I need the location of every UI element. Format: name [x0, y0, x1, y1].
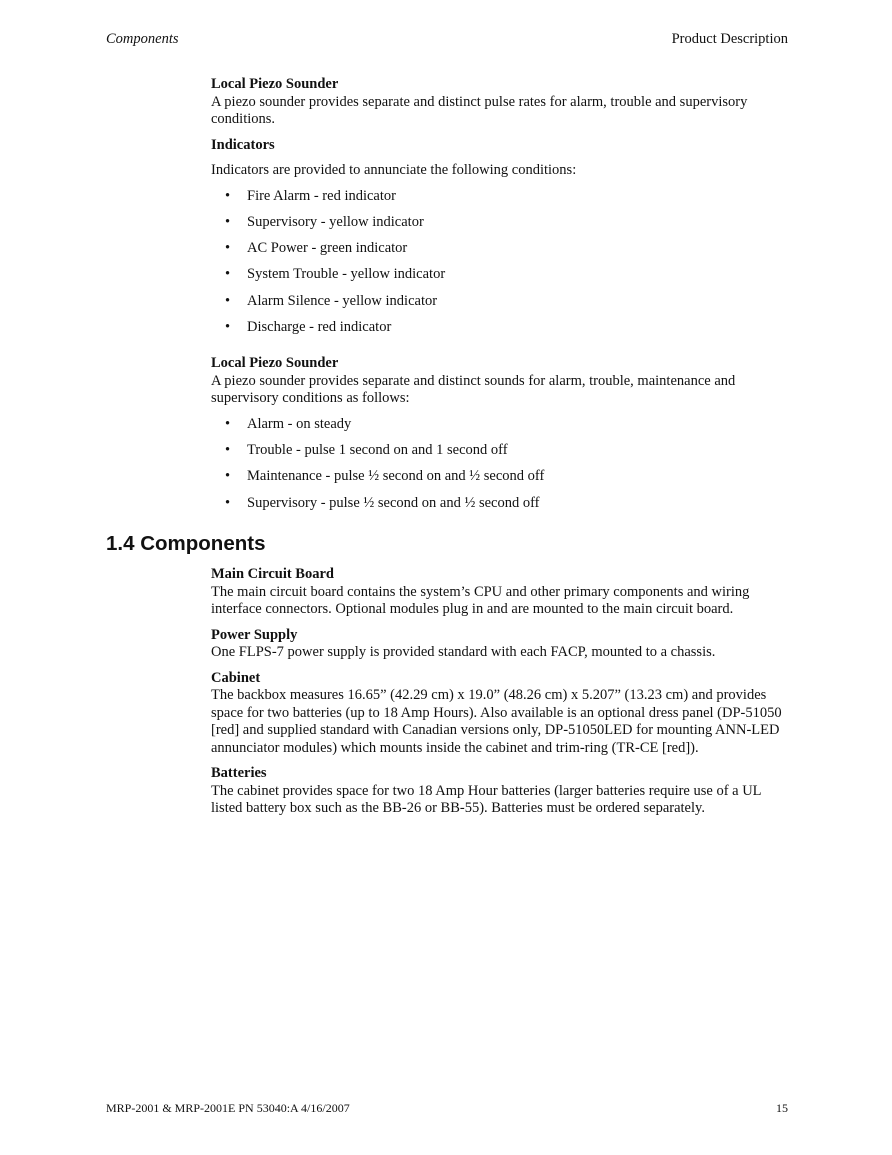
- power-supply-text: One FLPS-7 power supply is provided standard with each FACP, mounted to a chassis.: [211, 644, 716, 660]
- list-item: • Trouble - pulse 1 second on and 1 second off: [225, 442, 508, 459]
- piezo-sounder-text: A piezo sounder provides separate and distinct pulse rates for alarm, trouble and supervisory conditions.: [211, 93, 748, 127]
- list-item: • Maintenance - pulse ½ second on and ½ second off: [225, 468, 545, 485]
- piezo-sounder-heading-2: Local Piezo Sounder: [211, 355, 339, 372]
- cabinet-text: The backbox measures 16.65” (42.29 cm) x 19.0” (48.26 cm) x 5.207” (13.23 cm) and provides space for two batteries (up to 18 Amp Hours). Also available is an optional dress panel (DP-51050 [red] and supplied standard with Canadian versions only, DP-51050LED for mounting ANN-LED annunciator modules) which mounts inside the cabinet and trim-ring (TR-CE [red]).: [211, 687, 782, 756]
- list-item: • Discharge - red indicator: [225, 318, 392, 335]
- sounder-pattern-list: [211, 416, 789, 512]
- list-item: • Fire Alarm - red indicator: [225, 187, 396, 204]
- list-item: • System Trouble - yellow indicator: [225, 266, 446, 283]
- bullet-icon: •: [225, 292, 231, 309]
- bullet-icon: •: [225, 187, 231, 204]
- batteries-text: The cabinet provides space for two 18 Amp Hour batteries (larger batteries require use of a UL listed battery box such as the BB-26 or BB-55). Batteries must be ordered separately.: [211, 782, 761, 816]
- batteries-heading: Batteries: [211, 765, 267, 781]
- bullet-icon: •: [225, 494, 231, 511]
- main-board-text: The main circuit board contains the system’s CPU and other primary components and wiring interface connectors. Optional modules plug in and are mounted to the main circuit board.: [211, 583, 750, 617]
- footer-document-id: MRP-2001 & MRP-2001E PN 53040:A 4/16/2007: [106, 1101, 350, 1115]
- list-item: • Alarm - on steady: [225, 415, 352, 432]
- list-item: • AC Power - green indicator: [225, 240, 408, 257]
- running-header-section: Components: [106, 31, 179, 47]
- list-item: • Alarm Silence - yellow indicator: [225, 292, 438, 309]
- list-item: • Supervisory - pulse ½ second on and ½ second off: [225, 494, 540, 511]
- bullet-icon: •: [225, 266, 231, 283]
- piezo-sounder-text-2: A piezo sounder provides separate and distinct sounds for alarm, trouble, maintenance and supervisory conditions as follows:: [211, 372, 736, 407]
- bullet-icon: •: [225, 213, 231, 230]
- cabinet-heading: Cabinet: [211, 669, 261, 686]
- page-number: 15: [776, 1101, 788, 1115]
- indicators-intro: Indicators are provided to annunciate the following conditions:: [211, 162, 577, 178]
- product-description-body: [211, 76, 789, 521]
- list-item: • Supervisory - yellow indicator: [225, 213, 424, 230]
- bullet-icon: •: [225, 442, 231, 459]
- bullet-icon: •: [225, 318, 231, 335]
- bullet-icon: •: [225, 240, 231, 257]
- piezo-sounder-heading: Local Piezo Sounder: [211, 76, 339, 92]
- running-header-chapter: Product Description: [671, 31, 788, 47]
- indicators-heading: Indicators: [211, 136, 275, 153]
- bullet-icon: •: [225, 415, 231, 432]
- section-heading: 1.4 Components: [106, 532, 266, 555]
- indicators-list: [211, 188, 789, 337]
- bullet-icon: •: [225, 468, 231, 485]
- power-supply-heading: Power Supply: [211, 626, 298, 643]
- main-board-heading: Main Circuit Board: [211, 566, 334, 582]
- components-body: [211, 566, 791, 818]
